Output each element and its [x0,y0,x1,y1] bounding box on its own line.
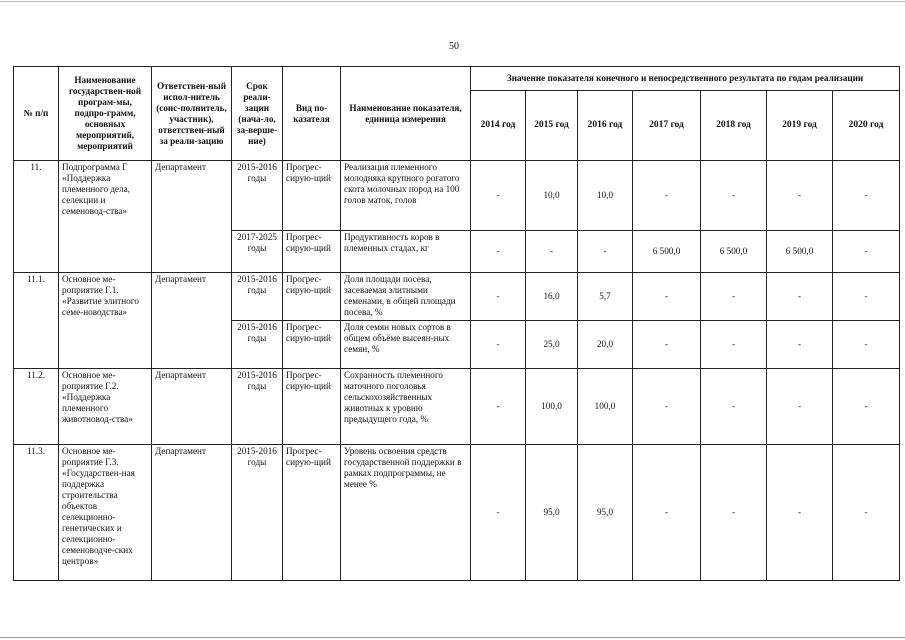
responsible: Департамент [152,273,232,369]
value-cell: - [471,161,526,231]
responsible: Департамент [152,161,232,273]
page-number: 50 [449,41,459,52]
value-cell: - [701,445,767,581]
value-cell: - [471,445,526,581]
value-cell: - [701,273,767,321]
value-cell: - [767,445,833,581]
value-cell: 95,0 [526,445,578,581]
value-cell: - [633,321,701,369]
header-year: 2015 год [526,91,578,161]
row-number: 11.2. [14,369,59,445]
term: 2017-2025 годы [232,231,283,273]
indicator-type: Прогрес-сирую-щий [283,273,341,321]
indicator-type: Прогрес-сирую-щий [283,321,341,369]
value-cell: - [833,369,900,445]
indicator-type: Прогрес-сирую-щий [283,231,341,273]
value-cell: - [833,231,900,273]
header-values-group: Значение показателя конечного и непосредственного результата по годам реализации [471,67,900,91]
value-cell: - [767,369,833,445]
row-number: 11.1. [14,273,59,369]
indicator-type: Прогрес-сирую-щий [283,369,341,445]
value-cell: 6 500,0 [633,231,701,273]
value-cell: - [471,273,526,321]
indicator-name: Продуктивность коров в племенных стадах, кг [341,231,471,273]
header-name: Наименование государствен-ной програм-мы, подпро-грамм, основных мероприятий, мероприятий [59,67,152,161]
value-cell: - [633,445,701,581]
value-cell: - [633,273,701,321]
header-indicator: Наименование показателя, единица измерения [341,67,471,161]
header-year: 2016 год [578,91,633,161]
value-cell: - [633,369,701,445]
responsible: Департамент [152,369,232,445]
indicator-name: Сохранность племенного маточного поголовья сельскохозяйственных животных к уровню предыдущего года, % [341,369,471,445]
header-indicator-type: Вид по-казателя [283,67,341,161]
table-row [14,445,900,581]
term: 2015-2016 годы [232,445,283,581]
program-name: Основное ме-роприятие Г.2. «Поддержка племенного животновод-ства» [59,369,152,445]
row-number: 11. [14,161,59,273]
term: 2015-2016 годы [232,321,283,369]
value-cell: - [471,231,526,273]
value-cell: - [471,321,526,369]
header-responsible: Ответствен-ный испол-нитель (соис-полнитель, участник), ответствен-ный за реали-зацию [152,67,232,161]
responsible: Департамент [152,445,232,581]
value-cell: - [833,273,900,321]
value-cell: - [767,161,833,231]
indicator-type: Прогрес-сирую-щий [283,445,341,581]
value-cell: 25,0 [526,321,578,369]
value-cell: - [833,321,900,369]
indicators-table [13,66,900,581]
indicator-type: Прогрес-сирую-щий [283,161,341,231]
value-cell: - [526,231,578,273]
table-row [14,161,900,231]
header-year: 2017 год [633,91,701,161]
value-cell: 6 500,0 [767,231,833,273]
header-year: 2019 год [767,91,833,161]
row-number: 11.3. [14,445,59,581]
value-cell: - [633,161,701,231]
indicator-name: Доля площади посева, засеваемая элитными семенами, в общей площади посева, % [341,273,471,321]
header-term: Срок реали-зации (нача-ло, за-верше-ние) [232,67,283,161]
header-year: 2018 год [701,91,767,161]
value-cell: 100,0 [526,369,578,445]
term: 2015-2016 годы [232,161,283,231]
value-cell: 10,0 [578,161,633,231]
value-cell: - [833,161,900,231]
value-cell: - [701,161,767,231]
value-cell: - [701,369,767,445]
value-cell: 6 500,0 [701,231,767,273]
value-cell: - [767,321,833,369]
program-name: Основное ме-роприятие Г.1. «Развитие элитного семе-новодства» [59,273,152,369]
value-cell: 20,0 [578,321,633,369]
value-cell: 100,0 [578,369,633,445]
header-num: № п/п [14,67,59,161]
table-row [14,273,900,321]
value-cell: 5,7 [578,273,633,321]
program-name: Основное ме-роприятие Г.3. «Государствен-ная поддержка строительства объектов селекционно-генетических и селекционно-семеноводче-ских центров» [59,445,152,581]
value-cell: - [578,231,633,273]
value-cell: - [701,321,767,369]
program-name: Подпрограмма Г «Поддержка племенного дела, селекции и семеновод-ства» [59,161,152,273]
value-cell: 95,0 [578,445,633,581]
header-row-1 [14,67,900,91]
indicator-name: Реализация племенного молодняка крупного рогатого скота молочных пород на 100 голов маток, голов [341,161,471,231]
indicator-name: Уровень освоения средств государственной поддержки в рамках подпрограммы, не менее % [341,445,471,581]
header-year: 2020 год [833,91,900,161]
value-cell: 10,0 [526,161,578,231]
value-cell: - [471,369,526,445]
table-row [14,369,900,445]
value-cell: 16,0 [526,273,578,321]
indicator-name: Доля семян новых сортов в общем объёме высеян-ных семян, % [341,321,471,369]
header-year: 2014 год [471,91,526,161]
value-cell: - [767,273,833,321]
scan-edge-bottom [0,637,905,638]
table-body [14,161,900,581]
value-cell: - [833,445,900,581]
scan-edge-top [0,1,905,2]
term: 2015-2016 годы [232,273,283,321]
term: 2015-2016 годы [232,369,283,445]
